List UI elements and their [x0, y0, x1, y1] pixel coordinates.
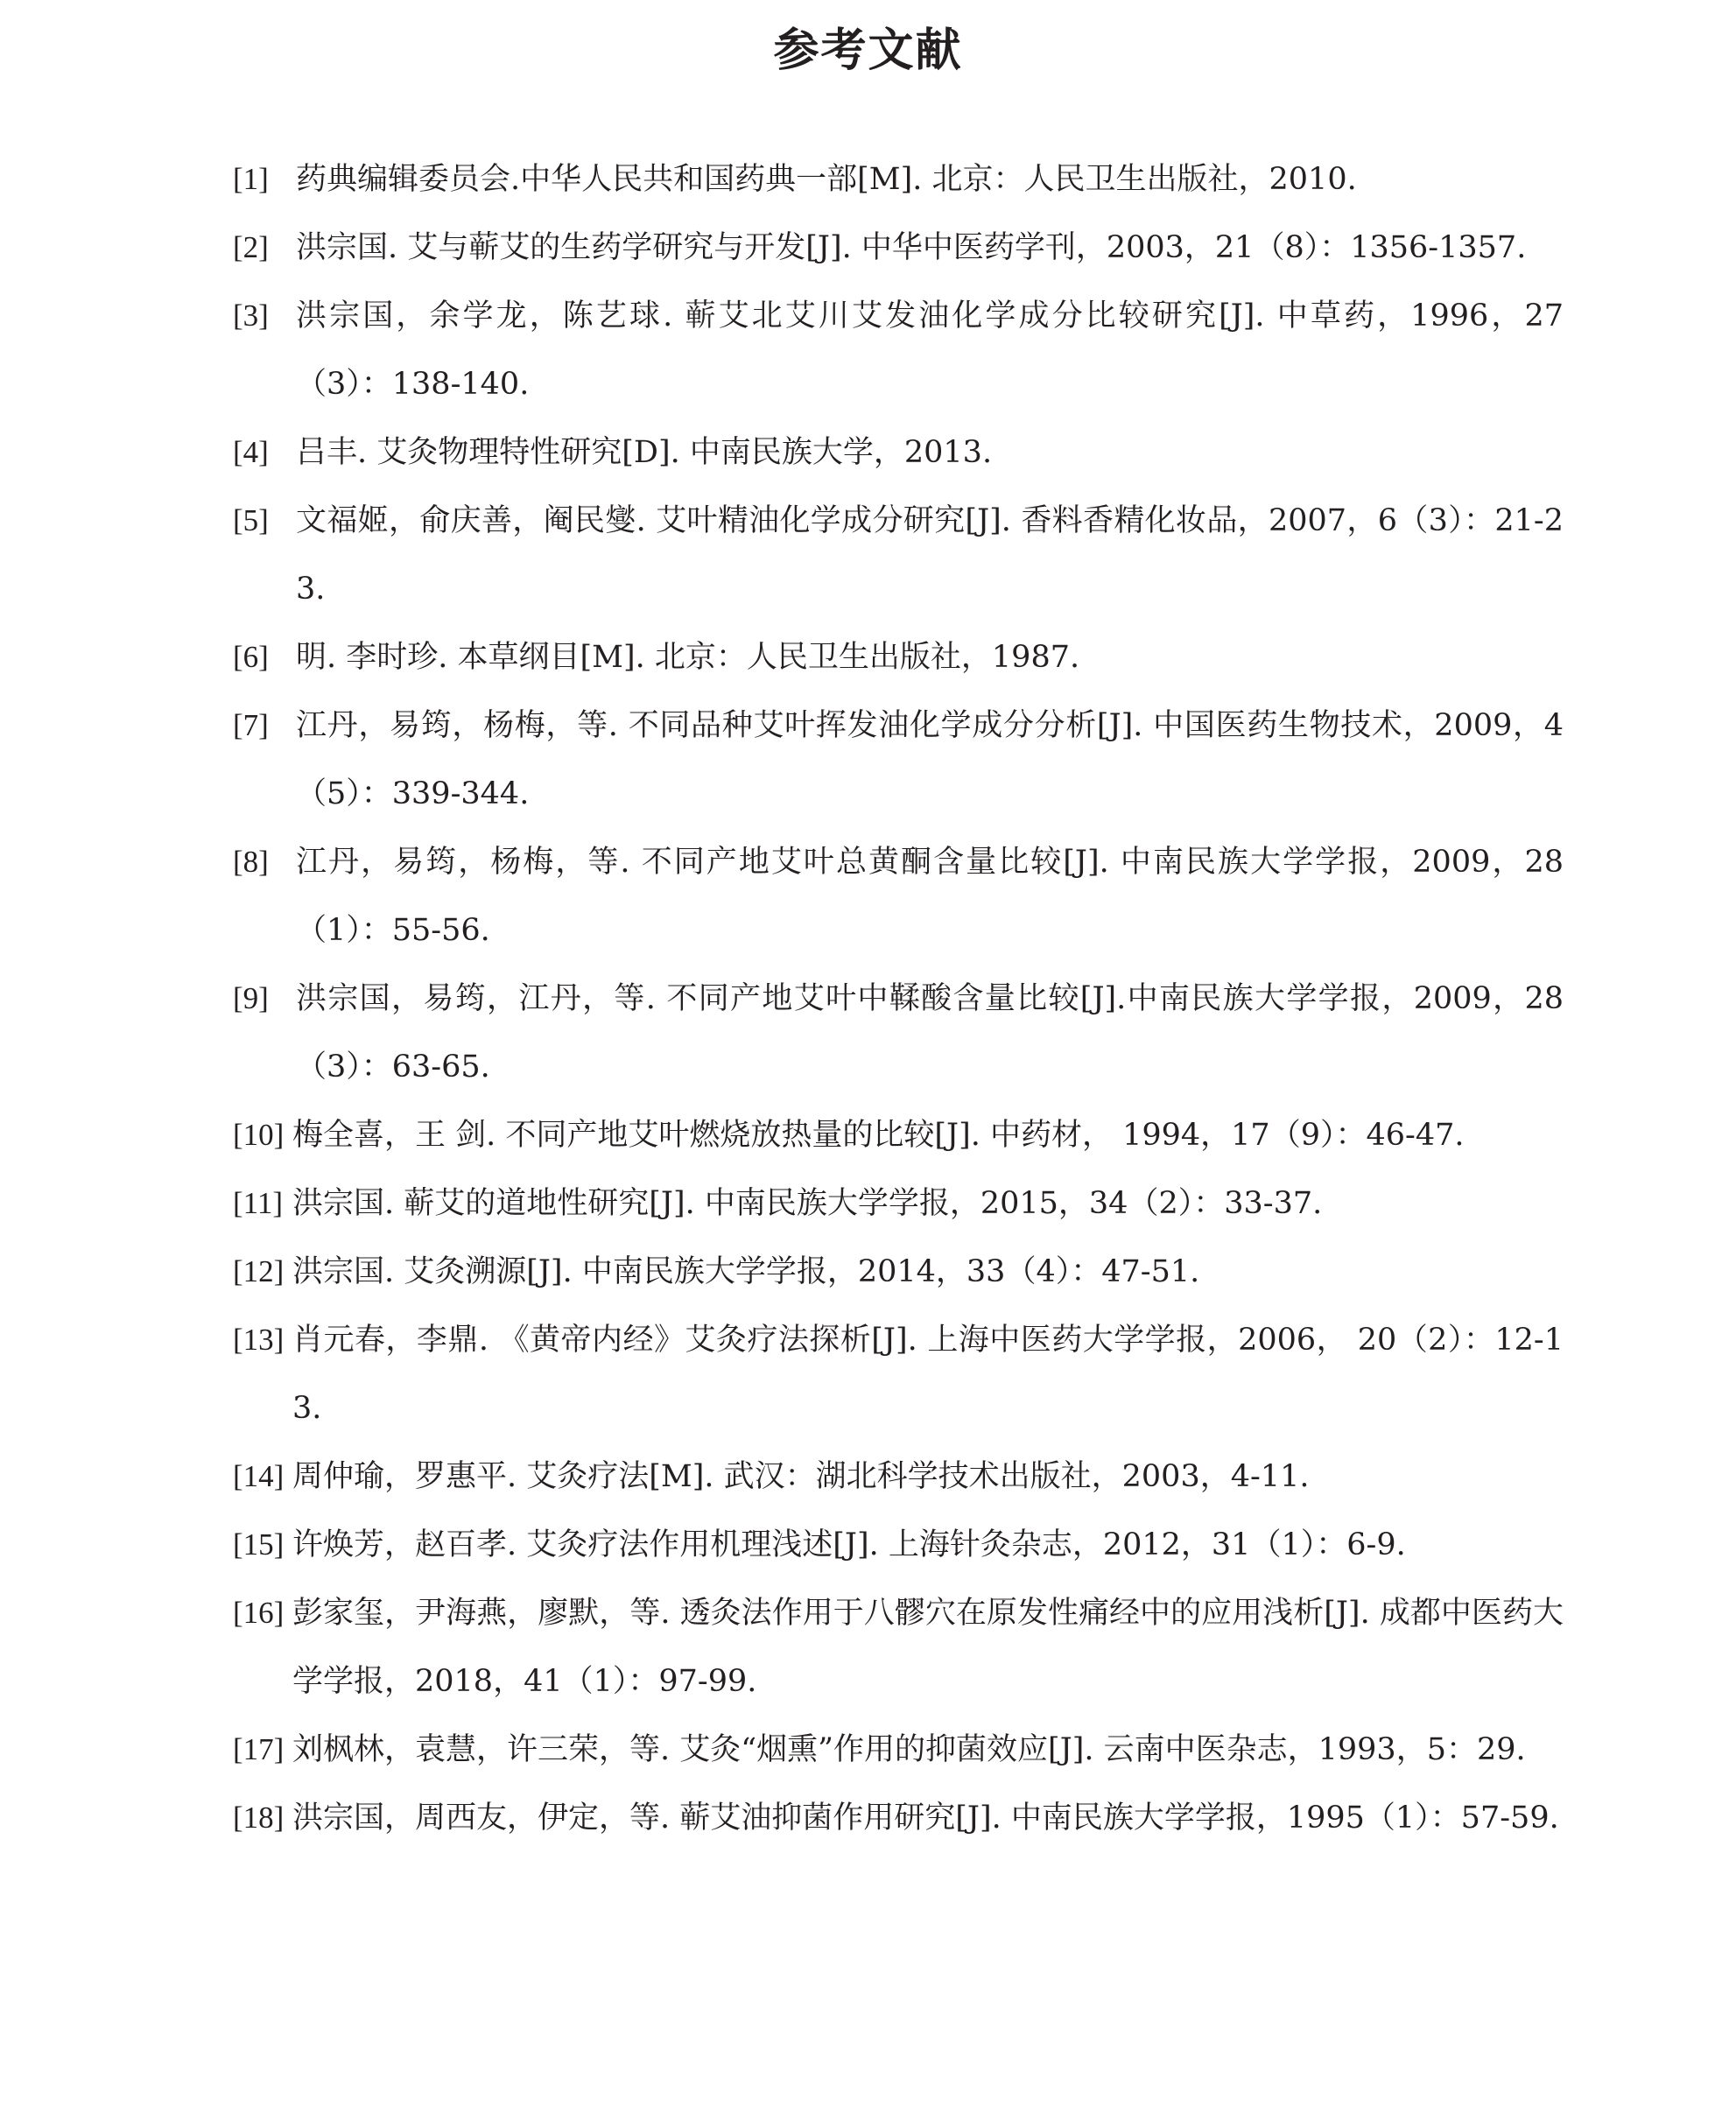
reference-item [233, 282, 1564, 418]
reference-item [233, 691, 1564, 828]
reference-list [233, 145, 1564, 1852]
reference-item [233, 1101, 1564, 1169]
reference-text: 周仲瑜，罗惠平. 艾灸疗法[M]. 武汉：湖北科学技术出版社，2003，4-11. [292, 1459, 1310, 1494]
reference-text: 彭家玺，尹海燕，廖默，等. 透灸法作用于八髎穴在原发性痛经中的应用浅析[J]. 成都中医药大学学报，2018，41（1）：97-99. [292, 1596, 1564, 1699]
reference-item [233, 1511, 1564, 1579]
reference-number: [15] [233, 1527, 285, 1562]
reference-item [233, 145, 1564, 214]
reference-number: [1] [233, 162, 269, 196]
reference-item [233, 1784, 1564, 1852]
reference-number: [12] [233, 1254, 285, 1288]
reference-item [233, 1169, 1564, 1238]
reference-text: 明. 李时珍. 本草纲目[M]. 北京：人民卫生出版社，1987. [296, 640, 1080, 675]
reference-number: [13] [233, 1323, 285, 1357]
reference-text: 江丹，易筠，杨梅，等. 不同产地艾叶总黄酮含量比较[J]. 中南民族大学学报，2009，28（1）：55-56. [296, 845, 1564, 948]
reference-number: [10] [233, 1118, 285, 1152]
reference-item [233, 1716, 1564, 1784]
reference-item [233, 965, 1564, 1101]
reference-item [233, 1443, 1564, 1511]
reference-number: [6] [233, 640, 269, 674]
reference-text: 洪宗国，周西友，伊定，等. 蕲艾油抑菌作用研究[J]. 中南民族大学学报，1995（1）：57-59. [292, 1801, 1559, 1836]
reference-number: [9] [233, 981, 269, 1015]
reference-text: 文福姬，俞庆善，阉民燮. 艾叶精油化学成分研究[J]. 香料香精化妆品，2007，6（3）：21-23. [296, 503, 1564, 607]
reference-text: 药典编辑委员会.中华人民共和国药典一部[M]. 北京：人民卫生出版社，2010. [296, 162, 1357, 197]
reference-item [233, 1306, 1564, 1443]
reference-number: [16] [233, 1596, 285, 1630]
reference-text: 吕丰. 艾灸物理特性研究[D]. 中南民族大学，2013. [296, 435, 993, 470]
reference-number: [7] [233, 708, 269, 742]
reference-number: [14] [233, 1459, 285, 1493]
reference-number: [2] [233, 230, 269, 264]
reference-number: [18] [233, 1801, 285, 1835]
reference-item [233, 623, 1564, 691]
reference-number: [5] [233, 503, 269, 537]
reference-text: 洪宗国. 蕲艾的道地性研究[J]. 中南民族大学学报，2015，34（2）：33-37. [292, 1186, 1323, 1221]
reference-text: 洪宗国，余学龙，陈艺球. 蕲艾北艾川艾发油化学成分比较研究[J]. 中草药，1996，27（3）：138-140. [296, 298, 1564, 402]
reference-item [233, 418, 1564, 487]
reference-item [233, 487, 1564, 623]
reference-text: 洪宗国. 艾灸溯源[J]. 中南民族大学学报，2014，33（4）：47-51. [292, 1254, 1200, 1289]
reference-text: 许焕芳，赵百孝. 艾灸疗法作用机理浅述[J]. 上海针灸杂志，2012，31（1）：6-9. [292, 1527, 1406, 1562]
reference-item [233, 214, 1564, 282]
reference-number: [4] [233, 435, 269, 469]
reference-item [233, 828, 1564, 965]
reference-number: [17] [233, 1732, 285, 1766]
reference-text: 肖元春，李鼎. 《黄帝内经》艾灸疗法探析[J]. 上海中医药大学学报，2006， 20（2）：12-13. [292, 1323, 1564, 1426]
reference-number: [3] [233, 298, 269, 333]
reference-text: 江丹，易筠，杨梅，等. 不同品种艾叶挥发油化学成分分析[J]. 中国医药生物技术，2009，4（5）：339-344. [296, 708, 1564, 811]
reference-number: [8] [233, 845, 269, 879]
reference-item [233, 1579, 1564, 1716]
reference-text: 洪宗国，易筠，江丹，等. 不同产地艾叶中鞣酸含量比较[J].中南民族大学学报，2009，28（3）：63-65. [296, 981, 1564, 1085]
reference-text: 刘枫林，袁慧，许三荣，等. 艾灸“烟熏”作用的抑菌效应[J]. 云南中医杂志，1993，5：29. [292, 1732, 1526, 1767]
page-title: 参考文献 [773, 25, 963, 77]
reference-item [233, 1238, 1564, 1306]
reference-text: 洪宗国. 艾与蕲艾的生药学研究与开发[J]. 中华中医药学刊，2003，21（8）：1356-1357. [296, 230, 1527, 265]
reference-text: 梅全喜，王 剑. 不同产地艾叶燃烧放热量的比较[J]. 中药材， 1994，17（9）：46-47. [292, 1118, 1465, 1153]
reference-number: [11] [233, 1186, 284, 1220]
